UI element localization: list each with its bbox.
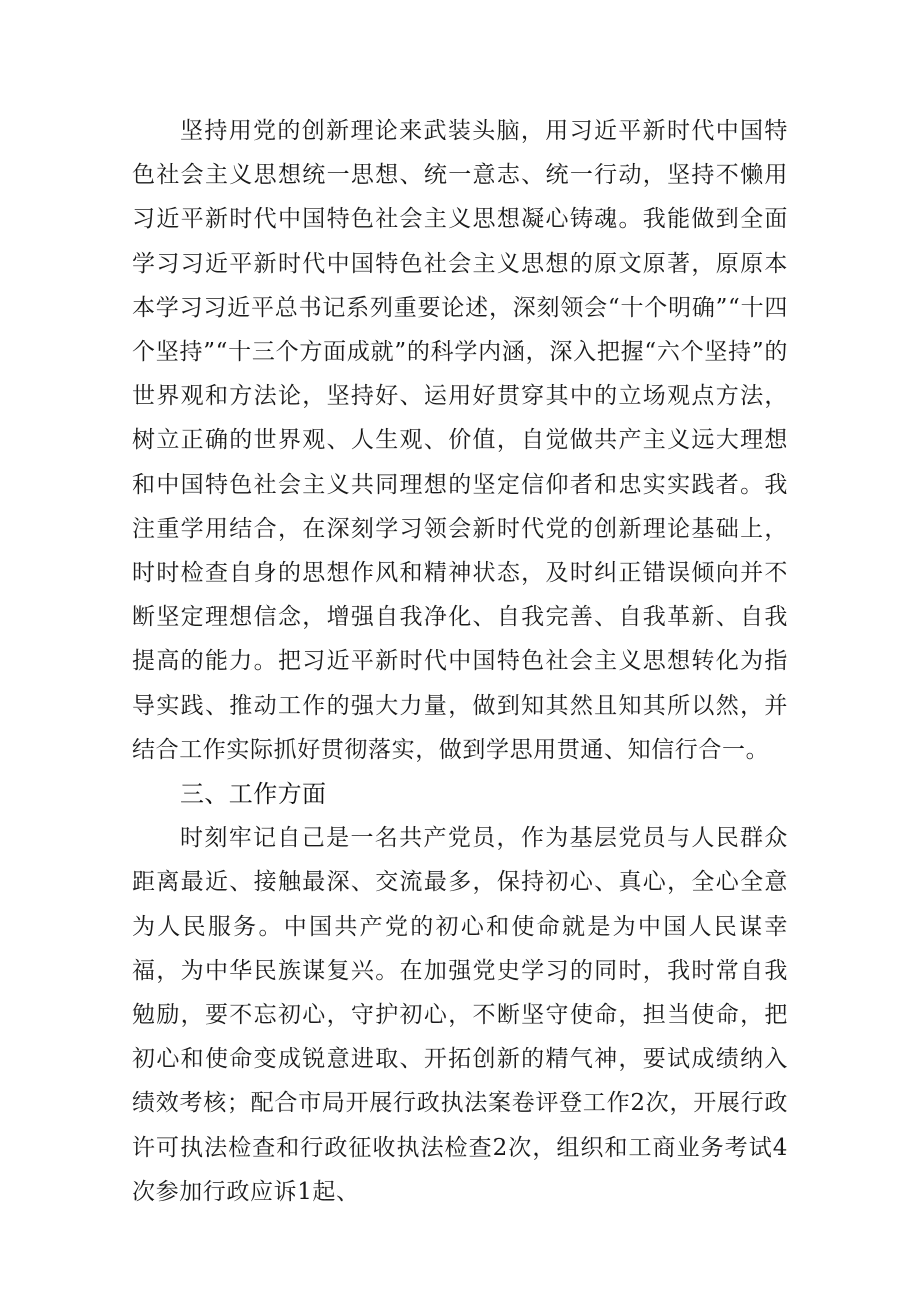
document-body xyxy=(132,109,788,1214)
body-paragraph-work: 时刻牢记自己是一名共产党员，作为基层党员与人民群众距离最近、接触最深、交流最多，保持初心、真心，全心全意为人民服务。中国共产党的初心和使命就是为中国人民谋幸福，为中华民族谋复兴。在加强党史学习的同时，我时常自我勉励，要不忘初心，守护初心，不断坚守使命，担当使命，把初心和使命变成锐意进取、开拓创新的精气神，要试成绩纳入绩效考核；配合市局开展行政执法案卷评登工作2次，开展行政许可执法检查和行政征收执法检查2次，组织和工商业务考试4次参加行政应诉1起、 xyxy=(132,825,788,1205)
section-heading-work: 三、工作方面 xyxy=(180,780,327,809)
body-paragraph-theory-study: 坚持用党的创新理论来武装头脑，用习近平新时代中国特色社会主义思想统一思想、统一意志、统一行动，坚持不懒用习近平新时代中国特色社会主义思想凝心铸魂。我能做到全面学习习近平新时代中国特色社会主义思想的原文原著，原原本本学习习近平总书记系列重要论述，深刻领会“十个明确”“十四个坚持”“十三个方面成就”的科学内涵，深入把握“六个坚持”的世界观和方法论，坚持好、运用好贯穿其中的立场观点方法，树立正确的世界观、人生观、价值，自觉做共产主义远大理想和中国特色社会主义共同理想的坚定信仰者和忠实实践者。我注重学用结合，在深刻学习领会新时代党的创新理论基础上，时时检查自身的思想作风和精神状态，及时纠正错误倾向并不断坚定理想信念，增强自我净化、自我完善、自我革新、自我提高的能力。把习近平新时代中国特色社会主义思想转化为指导实践、推动工作的强大力量，做到知其然且知其所以然，并结合工作实际抓好贯彻落实，做到学思用贯通、知信行合一。 xyxy=(132,118,788,763)
